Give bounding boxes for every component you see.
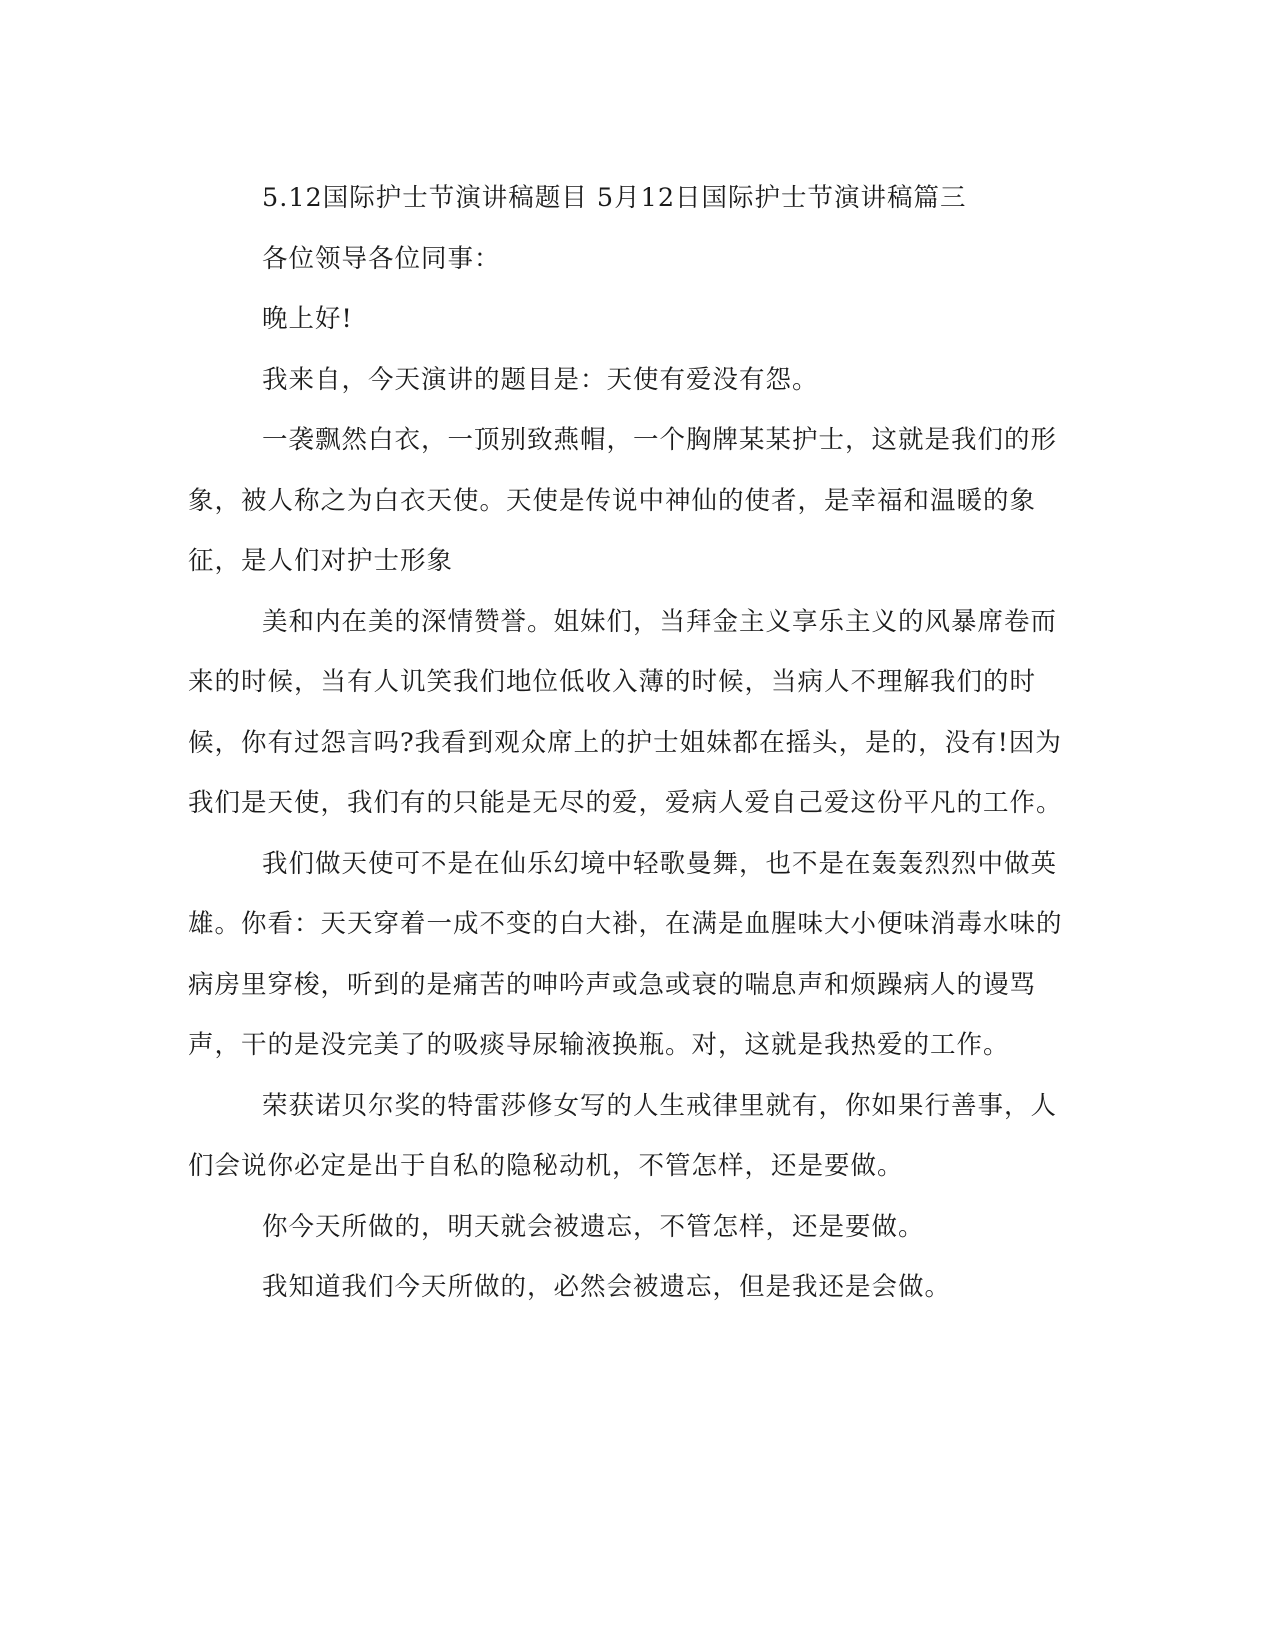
body-paragraph: 我们做天使可不是在仙乐幻境中轻歌曼舞，也不是在轰轰烈烈中做英雄。你看：天天穿着一成不变的白大褂，在满是血腥味大小便味消毒水味的病房里穿梭，听到的是痛苦的呻吟声或急或衰的喘息声和烦躁病人的谩骂声，干的是没完美了的吸痰导尿输液换瓶。对，这就是我热爱的工作。 bbox=[188, 848, 1063, 1060]
salutation-paragraph: 各位领导各位同事： bbox=[262, 243, 501, 274]
body-paragraph: 我知道我们今天所做的，必然会被遗忘，但是我还是会做。 bbox=[262, 1272, 952, 1302]
document-body bbox=[188, 168, 1068, 1318]
topic-paragraph: 我来自，今天演讲的题目是：天使有爱没有怨。 bbox=[262, 364, 819, 395]
title-paragraph: 5.12国际护士节演讲稿题目 5月12日国际护士节演讲稿篇三 bbox=[262, 183, 967, 213]
body-paragraph: 一袭飘然白衣，一顶别致燕帽，一个胸牌某某护士，这就是我们的形象，被人称之为白衣天使。天使是传说中神仙的使者，是幸福和温暖的象征，是人们对护士形象 bbox=[188, 425, 1058, 576]
greeting-paragraph: 晚上好! bbox=[262, 304, 353, 334]
body-paragraph: 你今天所做的，明天就会被遗忘，不管怎样，还是要做。 bbox=[262, 1211, 925, 1242]
body-paragraph: 荣获诺贝尔奖的特雷莎修女写的人生戒律里就有，你如果行善事，人们会说你必定是出于自私的隐秘动机，不管怎样，还是要做。 bbox=[188, 1090, 1058, 1181]
body-paragraph: 美和内在美的深情赞誉。姐妹们，当拜金主义享乐主义的风暴席卷而来的时候，当有人讥笑我们地位低收入薄的时候，当病人不理解我们的时候，你有过怨言吗?我看到观众席上的护士姐妹都在摇头，是的，没有!因为我们是天使，我们有的只能是无尽的爱，爱病人爱自己爱这份平凡的工作。 bbox=[188, 606, 1063, 818]
